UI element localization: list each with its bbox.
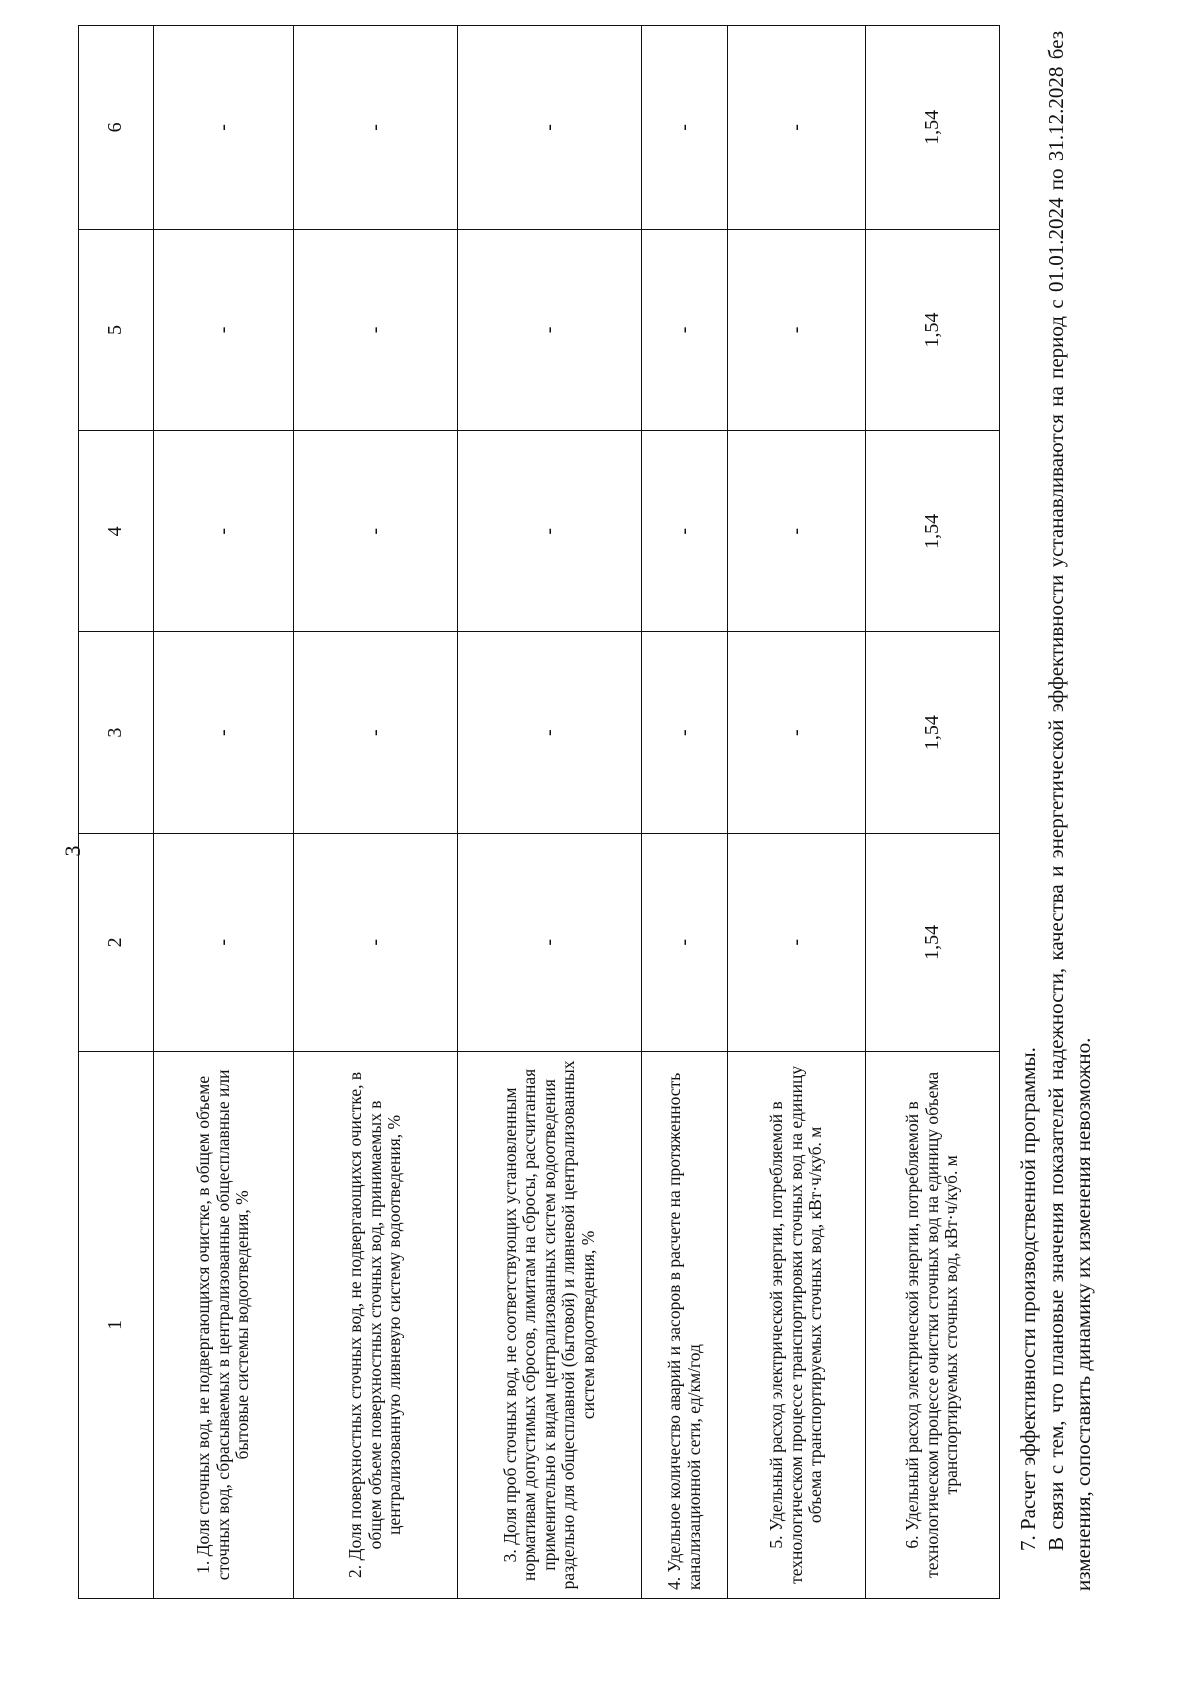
value-cell: - xyxy=(153,26,293,230)
value-cell: - xyxy=(457,833,642,1051)
value-cell: 1,54 xyxy=(865,26,999,230)
table-row xyxy=(727,26,865,1599)
value-cell: - xyxy=(727,833,865,1051)
value-cell: - xyxy=(457,229,642,430)
value-cell: - xyxy=(642,431,727,632)
header-cell: 3 xyxy=(79,632,154,833)
value-cell: 1,54 xyxy=(865,632,999,833)
value-cell: - xyxy=(727,632,865,833)
value-cell: - xyxy=(294,26,458,230)
efficiency-note xyxy=(1015,31,1098,1591)
indicator-cell: 3. Доля проб сточных вод, не соответствующих установленным нормативам допустимых сбросов, лимитам на сбросы, рассчитанная применительно к видам централизованных систем водоотведения раздельно для общесплавной (бытовой) и ливневой централизованных систем водоотведения, % xyxy=(457,1051,642,1598)
value-cell: - xyxy=(153,431,293,632)
header-cell: 2 xyxy=(79,833,154,1051)
value-cell: - xyxy=(642,26,727,230)
value-cell: - xyxy=(457,26,642,230)
indicators-table xyxy=(78,25,1000,1599)
value-cell: - xyxy=(153,632,293,833)
page-number: 3 xyxy=(60,845,85,857)
table-row xyxy=(294,26,458,1599)
table-row xyxy=(153,26,293,1599)
header-cell: 4 xyxy=(79,431,154,632)
note-heading: 7. Расчет эффективности производственной программы. xyxy=(1016,1047,1040,1551)
table-row xyxy=(865,26,999,1599)
indicator-cell: 4. Удельное количество аварий и засоров в расчете на протяженность канализационной сети, ед/км/год xyxy=(642,1051,727,1598)
value-cell: - xyxy=(642,229,727,430)
value-cell: - xyxy=(457,632,642,833)
indicator-cell: 6. Удельный расход электрической энергии, потребляемой в технологическом процессе очистки сточных вод на единицу объема транспортируемых сточных вод, кВт·ч/куб. м xyxy=(865,1051,999,1598)
value-cell: - xyxy=(727,431,865,632)
value-cell: - xyxy=(153,833,293,1051)
indicator-cell: 1. Доля сточных вод, не подвергающихся очистке, в общем объеме сточных вод, сбрасываемых в централизованные общесплавные или бытовые системы водоотведения, % xyxy=(153,1051,293,1598)
note-body: В связи с тем, что плановые значения показателей надежности, качества и энергетической эффективности устанавливаются на период с 01.01.2024 по 31.12.2028 без изменения, сопоставить динамику их изменения невозможно. xyxy=(1043,31,1096,1591)
value-cell: - xyxy=(294,632,458,833)
indicator-cell: 2. Доля поверхностных сточных вод, не подвергающихся очистке, в общем объеме поверхностных сточных вод, принимаемых в централизованную ливневую систему водоотведения, % xyxy=(294,1051,458,1598)
header-cell: 1 xyxy=(79,1051,154,1598)
table-header-row xyxy=(79,26,154,1599)
value-cell: - xyxy=(294,833,458,1051)
header-cell: 5 xyxy=(79,229,154,430)
header-cell: 6 xyxy=(79,26,154,230)
indicator-cell: 5. Удельный расход электрической энергии, потребляемой в технологическом процессе транспортировки сточных вод на единицу объема транспортируемых сточных вод, кВт·ч/куб. м xyxy=(727,1051,865,1598)
value-cell: - xyxy=(294,431,458,632)
table-row xyxy=(457,26,642,1599)
value-cell: 1,54 xyxy=(865,229,999,430)
value-cell: - xyxy=(642,833,727,1051)
value-cell: - xyxy=(153,229,293,430)
value-cell: - xyxy=(727,26,865,230)
table-row xyxy=(642,26,727,1599)
value-cell: - xyxy=(727,229,865,430)
value-cell: - xyxy=(294,229,458,430)
value-cell: 1,54 xyxy=(865,431,999,632)
value-cell: 1,54 xyxy=(865,833,999,1051)
value-cell: - xyxy=(457,431,642,632)
value-cell: - xyxy=(642,632,727,833)
